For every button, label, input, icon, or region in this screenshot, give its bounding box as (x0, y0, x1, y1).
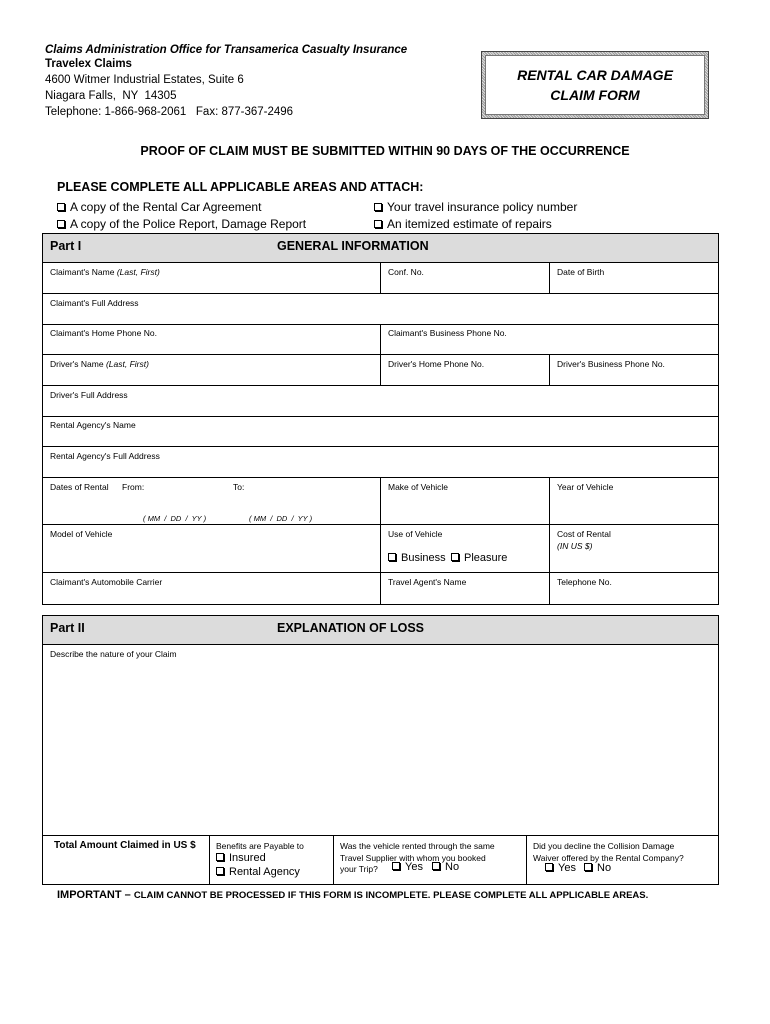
year-of-vehicle-field[interactable]: Year of Vehicle (557, 482, 614, 492)
dates-of-rental-label: Dates of Rental (50, 482, 109, 492)
col-divider (526, 835, 527, 885)
claimant-business-phone-field[interactable]: Claimant's Business Phone No. (388, 328, 507, 338)
checkbox-icon[interactable] (451, 553, 459, 561)
part1-label: Part I (50, 239, 82, 253)
col-divider (380, 477, 381, 605)
checkbox-icon[interactable] (57, 203, 65, 211)
claims-office-line: Claims Administration Office for Transamerica Casualty Insurance (45, 44, 408, 56)
col-divider (549, 263, 550, 293)
claimant-name-field[interactable]: Claimant's Name (Last, First) (50, 267, 160, 277)
row-divider (42, 385, 719, 386)
checkbox-icon[interactable] (388, 553, 396, 561)
model-of-vehicle-field[interactable]: Model of Vehicle (50, 529, 113, 539)
agency-address-field[interactable]: Rental Agency's Full Address (50, 451, 160, 461)
row-divider (42, 835, 719, 836)
col-divider (380, 263, 381, 293)
date-of-birth-field[interactable]: Date of Birth (557, 267, 605, 277)
travel-agent-field[interactable]: Travel Agent's Name (388, 577, 467, 587)
checkbox-icon[interactable] (216, 867, 224, 875)
row-divider (42, 416, 719, 417)
attach-item-repair-estimate[interactable]: An itemized estimate of repairs (374, 217, 552, 231)
claim-description-field[interactable]: Describe the nature of your Claim (50, 649, 177, 659)
checkbox-icon[interactable] (392, 862, 400, 870)
to-date-format: ( MM / DD / YY ) (249, 514, 313, 523)
cdw-declined-question: Did you decline the Collision Damage Waiver offered by the Rental Company? (533, 841, 684, 863)
proof-of-claim-notice: PROOF OF CLAIM MUST BE SUBMITTED WITHIN 90 DAYS OF THE OCCURRENCE (140, 144, 630, 158)
total-amount-field[interactable]: Total Amount Claimed in US $ (54, 840, 196, 851)
col-divider (380, 354, 381, 385)
driver-business-phone-field[interactable]: Driver's Business Phone No. (557, 359, 665, 369)
use-business-option[interactable]: Business (388, 552, 446, 564)
cdw-no-option[interactable]: No (584, 862, 611, 874)
form-title-line-2: CLAIM FORM (550, 87, 640, 103)
checkbox-icon[interactable] (584, 863, 592, 871)
checkbox-icon[interactable] (57, 220, 65, 228)
from-date-format: ( MM / DD / YY ) (143, 514, 207, 523)
benefits-insured-option[interactable]: Insured (216, 852, 266, 864)
form-title-line-1: RENTAL CAR DAMAGE (517, 67, 673, 83)
checkbox-icon[interactable] (374, 220, 382, 228)
benefits-payable-label: Benefits are Payable to (216, 841, 304, 851)
rented-no-option[interactable]: No (432, 861, 459, 873)
attach-item-policy-number[interactable]: Your travel insurance policy number (374, 200, 577, 214)
rented-yes-option[interactable]: Yes (392, 861, 423, 873)
cost-of-rental-field[interactable]: Cost of Rental (557, 529, 611, 539)
rented-same-supplier-question: Was the vehicle rented through the same Travel Supplier with whom you booked (340, 841, 495, 863)
col-divider (209, 835, 210, 885)
driver-name-field[interactable]: Driver's Name (Last, First) (50, 359, 149, 369)
row-divider (42, 446, 719, 447)
make-of-vehicle-field[interactable]: Make of Vehicle (388, 482, 449, 492)
cost-unit: (IN US $) (557, 541, 593, 551)
company-name: Travelex Claims (45, 58, 132, 70)
attach-item-rental-agreement[interactable]: A copy of the Rental Car Agreement (57, 200, 261, 214)
col-divider (549, 477, 550, 605)
address-line-1: 4600 Witmer Industrial Estates, Suite 6 (45, 74, 244, 86)
driver-address-field[interactable]: Driver's Full Address (50, 390, 128, 400)
col-divider (333, 835, 334, 885)
form-title-box (481, 51, 709, 119)
attach-item-police-report[interactable]: A copy of the Police Report, Damage Report (57, 217, 306, 231)
part2-label: Part II (50, 621, 85, 635)
agency-name-field[interactable]: Rental Agency's Name (50, 420, 136, 430)
checkbox-icon[interactable] (545, 863, 553, 871)
checkbox-icon[interactable] (216, 853, 224, 861)
checkbox-icon[interactable] (374, 203, 382, 211)
rental-to-field[interactable]: To: (233, 482, 245, 492)
cdw-yes-option[interactable]: Yes (545, 862, 576, 874)
use-pleasure-option[interactable]: Pleasure (451, 552, 507, 564)
rented-question-end: your Trip? (340, 864, 378, 874)
claimant-address-field[interactable]: Claimant's Full Address (50, 298, 139, 308)
rental-from-field[interactable]: From: (122, 482, 145, 492)
use-of-vehicle-label: Use of Vehicle (388, 529, 443, 539)
benefits-rental-agency-option[interactable]: Rental Agency (216, 866, 300, 878)
address-line-2: Niagara Falls, NY 14305 (45, 90, 177, 102)
auto-carrier-field[interactable]: Claimant's Automobile Carrier (50, 577, 163, 587)
row-divider (42, 293, 719, 294)
conf-no-field[interactable]: Conf. No. (388, 267, 424, 277)
col-divider (549, 354, 550, 385)
part1-title: GENERAL INFORMATION (277, 239, 429, 253)
claimant-home-phone-field[interactable]: Claimant's Home Phone No. (50, 328, 157, 338)
phone-fax: Telephone: 1-866-968-2061 Fax: 877-367-2496 (45, 106, 294, 118)
col-divider (380, 324, 381, 354)
part2-title: EXPLANATION OF LOSS (277, 621, 424, 635)
attach-heading: PLEASE COMPLETE ALL APPLICABLE AREAS AND ATTACH: (57, 180, 424, 194)
checkbox-icon[interactable] (432, 862, 440, 870)
important-notice: IMPORTANT – CLAIM CANNOT BE PROCESSED IF THIS FORM IS INCOMPLETE. PLEASE COMPLETE ALL APPLICABLE AREAS. (57, 889, 649, 901)
telephone-field[interactable]: Telephone No. (557, 577, 612, 587)
driver-home-phone-field[interactable]: Driver's Home Phone No. (388, 359, 485, 369)
